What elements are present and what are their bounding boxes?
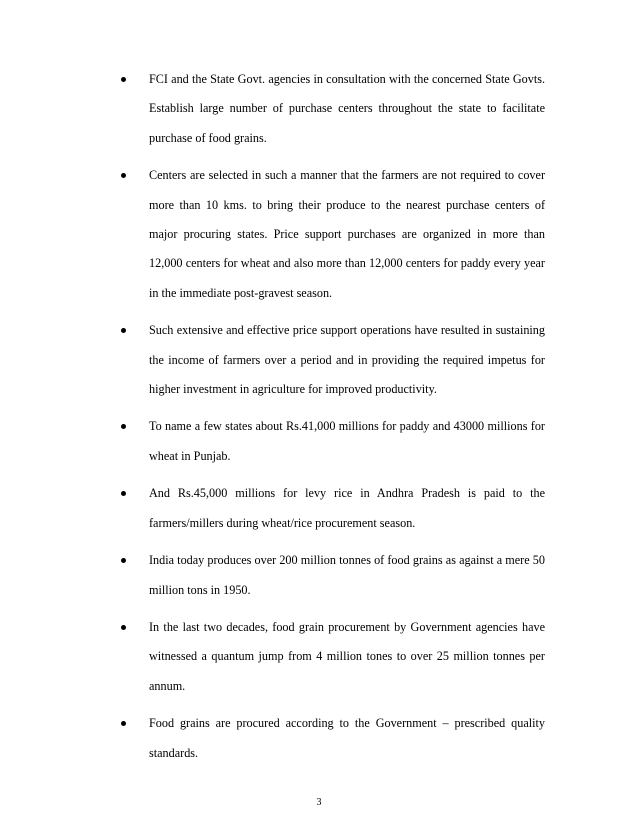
bullet-dot-icon: [121, 77, 126, 82]
bullet-item: [0, 65, 638, 153]
bullet-dot-icon: [121, 721, 126, 726]
bullet-dot-icon: [121, 625, 126, 630]
bullet-item: [0, 161, 638, 308]
bullet-dot-icon: [121, 328, 126, 333]
bullet-text: Centers are selected in such a manner that the farmers are not required to cover more than 10 kms. to bring their produce to the nearest purchase centers of major procuring states. Price support purchases are organized in more than 12,000 centers for wheat and also more than 12,000 centers for paddy every year in the immediate post-gravest season.: [149, 168, 545, 300]
bullet-list: [0, 65, 638, 776]
bullet-dot-icon: [121, 558, 126, 563]
bullet-item: [0, 613, 638, 701]
bullet-text: Such extensive and effective price support operations have resulted in sustaining the income of farmers over a period and in providing the required impetus for higher investment in agriculture for improved productivity.: [149, 323, 545, 397]
page-number: 3: [316, 797, 322, 808]
bullet-item: [0, 316, 638, 404]
bullet-text: To name a few states about Rs.41,000 millions for paddy and 43000 millions for wheat in Punjab.: [149, 419, 545, 463]
bullet-item: [0, 479, 638, 538]
bullet-dot-icon: [121, 424, 126, 429]
bullet-dot-icon: [121, 491, 126, 496]
bullet-item: [0, 546, 638, 605]
bullet-text: FCI and the State Govt. agencies in consultation with the concerned State Govts. Establish large number of purchase centers throughout the state to facilitate purchase of food grains.: [149, 72, 545, 145]
bullet-text: In the last two decades, food grain procurement by Government agencies have witnessed a quantum jump from 4 million tones to over 25 million tonnes per annum.: [149, 619, 545, 693]
bullet-dot-icon: [121, 173, 126, 178]
bullet-text: And Rs.45,000 millions for levy rice in Andhra Pradesh is paid to the farmers/millers during wheat/rice procurement season.: [149, 486, 545, 530]
bullet-text: Food grains are procured according to the Government – prescribed quality standards.: [149, 716, 545, 760]
bullet-item: [0, 412, 638, 471]
bullet-text: India today produces over 200 million tonnes of food grains as against a mere 50 million tons in 1950.: [149, 553, 545, 597]
bullet-item: [0, 709, 638, 768]
